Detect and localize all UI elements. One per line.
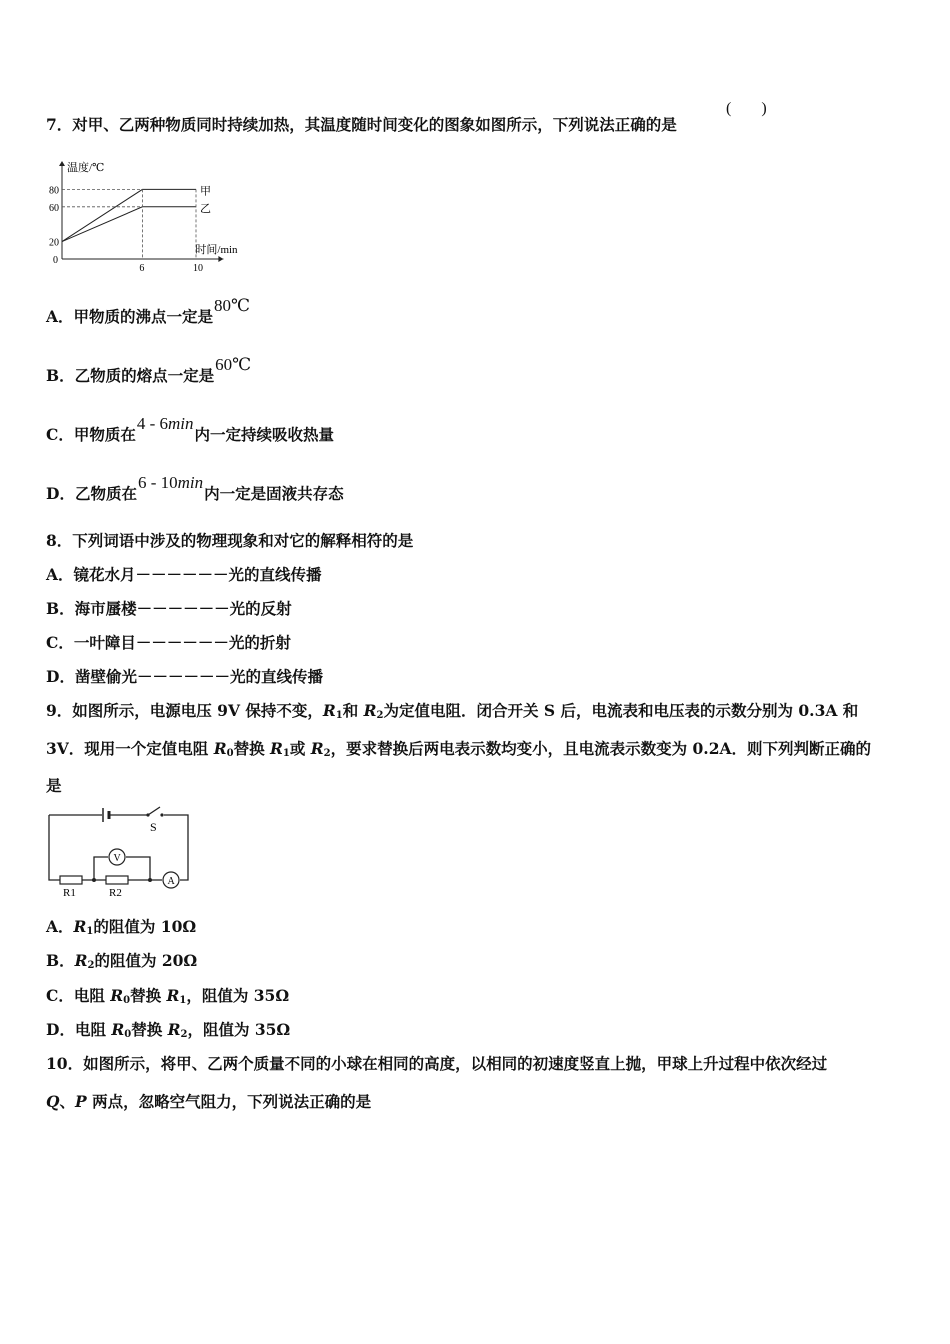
q9-stem-line3: 是 bbox=[46, 776, 62, 795]
q7-option-d: D．乙物质在6 - 10min内一定是固液共存态 bbox=[46, 473, 344, 503]
y-axis-label: 温度/℃ bbox=[67, 162, 105, 174]
q8-option-a: A．镜花水月－－－－－－光的直线传播 bbox=[46, 565, 322, 584]
q9-option-a: A．$R_1$的阻值为 10Ω bbox=[46, 917, 197, 937]
q9-stem-line1: 9．如图所示，电源电压 9V 保持不变，$R_1$和 $R_2$为定值电阻．闭合开关 S 后，电流表和电压表的示数分别为 0.3A 和 bbox=[46, 701, 859, 721]
answer-paren: ( ) bbox=[726, 100, 767, 117]
q7-option-c: C．甲物质在4 - 6min内一定持续吸收热量 bbox=[46, 414, 335, 444]
series-line-0 bbox=[62, 189, 196, 241]
q8-stem: 8．下列词语中涉及的物理现象和对它的解释相符的是 bbox=[46, 531, 414, 550]
ammeter-label: A bbox=[167, 876, 175, 887]
resistor-r2 bbox=[106, 876, 128, 884]
y-tick-80: 80 bbox=[49, 185, 59, 197]
y-tick-20: 20 bbox=[49, 237, 59, 249]
q9-option-d: D．电阻 $R_0$替换 $R_2$，阻值为 35Ω bbox=[46, 1020, 291, 1040]
q9-option-c: C．电阻 $R_0$替换 $R_1$，阻值为 35Ω bbox=[46, 986, 290, 1006]
r1-label: R1 bbox=[63, 887, 76, 899]
q8-option-c: C．一叶障目－－－－－－光的折射 bbox=[46, 633, 291, 652]
voltmeter-label: V bbox=[113, 853, 121, 864]
q10-stem-line1: 10．如图所示，将甲、乙两个质量不同的小球在相同的高度，以相同的初速度竖直上抛，甲球上升过程中依次经过 bbox=[46, 1054, 828, 1073]
series-legend-1: 乙 bbox=[200, 202, 211, 215]
q8-option-b: B．海市蜃楼－－－－－－光的反射 bbox=[46, 599, 292, 618]
y-axis-arrow bbox=[59, 161, 65, 166]
circuit-diagram bbox=[40, 800, 200, 900]
series-legend-0: 甲 bbox=[200, 185, 211, 198]
q7-option-a: A．甲物质的沸点一定是80℃ bbox=[46, 296, 251, 326]
q9-option-b: B．$R_2$的阻值为 20Ω bbox=[46, 951, 198, 971]
q7-stem: 7．对甲、乙两种物质同时持续加热，其温度随时间变化的图象如图所示，下列说法正确的是 bbox=[46, 115, 677, 134]
resistor-r1 bbox=[60, 876, 82, 884]
q10-stem-line2: Q、P 两点，忽略空气阻力，下列说法正确的是 bbox=[46, 1092, 372, 1111]
x-axis-label: 时间/min bbox=[195, 244, 238, 256]
series-line-1 bbox=[62, 207, 196, 242]
q7-option-b: B．乙物质的熔点一定是60℃ bbox=[46, 355, 252, 385]
q9-stem-line2: 3V．现用一个定值电阻 $R_0$替换 $R_1$或 $R_2$，要求替换后两电表示数均变小，且电流表示数变为 0.2A．则下列判断正确的 bbox=[46, 739, 872, 759]
x-tick-10: 10 bbox=[193, 263, 203, 274]
x-axis-arrow bbox=[218, 256, 223, 262]
y-tick-60: 60 bbox=[49, 202, 59, 214]
temperature-time-chart bbox=[40, 155, 238, 275]
switch-icon bbox=[146, 807, 163, 817]
q8-option-d: D．凿壁偷光－－－－－－光的直线传播 bbox=[46, 667, 323, 686]
switch-label: S bbox=[150, 820, 157, 834]
y-tick-0: 0 bbox=[53, 255, 58, 266]
r2-label: R2 bbox=[109, 887, 122, 899]
battery-icon bbox=[103, 808, 109, 822]
x-tick-6: 6 bbox=[139, 263, 145, 274]
